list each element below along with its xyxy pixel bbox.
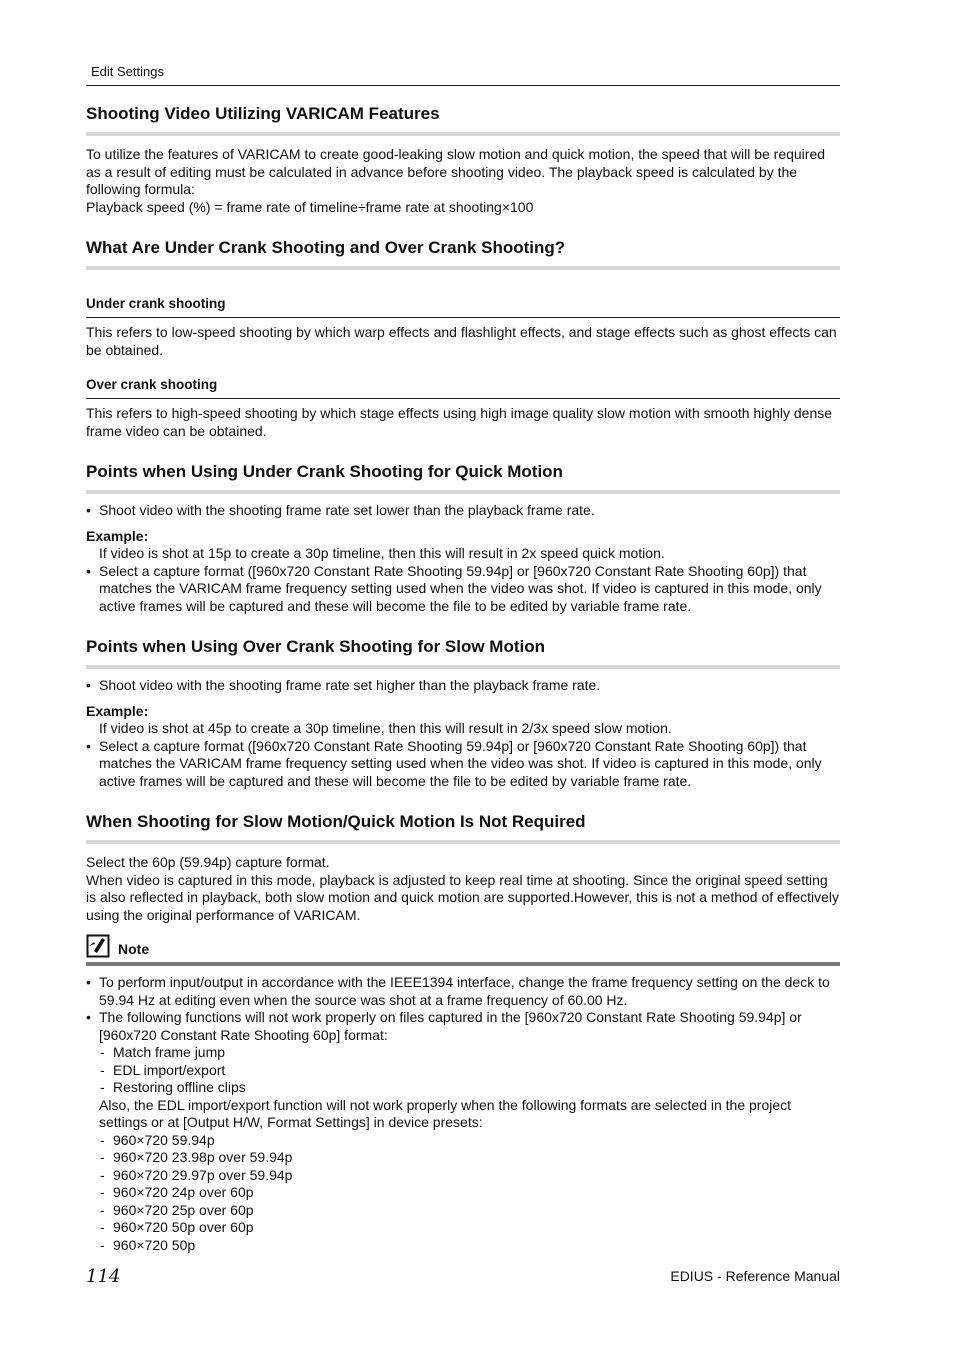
- list-item: • Shoot video with the shooting frame rate set higher than the playback frame rate.: [86, 677, 840, 695]
- note-title: Note: [118, 941, 150, 957]
- list-item: • The following functions will not work properly on files captured in the [960x720 Constant Rate Shooting 59.94p] or [960x720 Constant Rate Shooting 60p] format:: [86, 1009, 840, 1044]
- varicam-intro: To utilize the features of VARICAM to create good-leaking slow motion and quick motion, the speed that will be required as a result of editing must be calculated in advance before shooting video. The playback speed is calculated by the following formula:: [86, 146, 826, 197]
- capture-format-instruction: Select the 60p (59.94p) capture format.: [86, 854, 330, 870]
- note-pencil-icon: [86, 934, 110, 958]
- format-item: - 960×720 50p over 60p: [86, 1219, 840, 1237]
- example-label: Example:: [86, 702, 149, 719]
- heading-under-crank-quick-motion: Points when Using Under Crank Shooting for Quick Motion: [86, 462, 840, 494]
- capture-mode-explanation: When video is captured in this mode, playback is adjusted to keep real time at shooting. Since the original speed setting is also reflected in playback, both slow motion and quick motion are supported.However, this is not a method of effectively using the original performance of VARICAM.: [86, 871, 840, 923]
- edl-note: Also, the EDL import/export function will not work properly when the following formats are selected in the project settings or at [Output H/W, Format Settings] in device presets:: [99, 1096, 792, 1130]
- example-text: If video is shot at 45p to create a 30p timeline, then this will result in 2/3x speed slow motion.: [99, 720, 672, 736]
- function-item: - Restoring offline clips: [86, 1079, 840, 1097]
- heading-crank-shooting: What Are Under Crank Shooting and Over Crank Shooting?: [86, 238, 840, 270]
- manual-title: EDIUS - Reference Manual: [670, 1268, 840, 1284]
- function-item: - EDL import/export: [86, 1062, 840, 1080]
- over-crank-description: This refers to high-speed shooting by which stage effects using high image quality slow motion with smooth highly dense frame video can be obtained.: [86, 405, 833, 439]
- heading-varicam-features: Shooting Video Utilizing VARICAM Features: [86, 104, 840, 136]
- example-text: If video is shot at 15p to create a 30p timeline, then this will result in 2x speed quick motion.: [99, 545, 665, 561]
- format-item: - 960×720 50p: [86, 1237, 840, 1255]
- example-label: Example:: [86, 527, 149, 544]
- list-item: • To perform input/output in accordance with the IEEE1394 interface, change the frame frequency setting on the deck to 59.94 Hz at editing even when the source was shot at a frame frequency of 60.00 Hz.: [86, 974, 840, 1009]
- note-header: [86, 934, 840, 966]
- format-item: - 960×720 29.97p over 59.94p: [86, 1167, 840, 1185]
- header-divider: [86, 85, 840, 86]
- page-number: 114: [86, 1266, 121, 1287]
- list-item: • Select a capture format ([960x720 Constant Rate Shooting 59.94p] or [960x720 Constant Rate Shooting 60p]) that matches the VARICAM frame frequency setting used when the video was shot. If video is captured in this mode, only active frames will be captured and these will become the file to be edited by variable frame rate.: [86, 563, 840, 616]
- format-item: - 960×720 23.98p over 59.94p: [86, 1149, 840, 1167]
- format-item: - 960×720 59.94p: [86, 1132, 840, 1150]
- page-content: [86, 104, 840, 1254]
- list-item: • Select a capture format ([960x720 Constant Rate Shooting 59.94p] or [960x720 Constant Rate Shooting 60p]) that matches the VARICAM frame frequency setting used when the video was shot. If video is captured in this mode, only active frames will be captured and these will become the file to be edited by variable frame rate.: [86, 738, 840, 791]
- subheading-over-crank: Over crank shooting: [86, 377, 840, 399]
- playback-speed-formula: Playback speed (%) = frame rate of timeline÷frame rate at shooting×100: [86, 198, 534, 215]
- list-item: • Shoot video with the shooting frame rate set lower than the playback frame rate.: [86, 502, 840, 520]
- function-item: - Match frame jump: [86, 1044, 840, 1062]
- heading-not-required: When Shooting for Slow Motion/Quick Motion Is Not Required: [86, 812, 840, 844]
- under-crank-description: This refers to low-speed shooting by which warp effects and flashlight effects, and stage effects such as ghost effects can be obtained.: [86, 324, 837, 358]
- heading-over-crank-slow-motion: Points when Using Over Crank Shooting for Slow Motion: [86, 637, 840, 669]
- subheading-under-crank: Under crank shooting: [86, 296, 840, 318]
- running-header: Edit Settings: [91, 64, 164, 79]
- format-item: - 960×720 25p over 60p: [86, 1202, 840, 1220]
- format-item: - 960×720 24p over 60p: [86, 1184, 840, 1202]
